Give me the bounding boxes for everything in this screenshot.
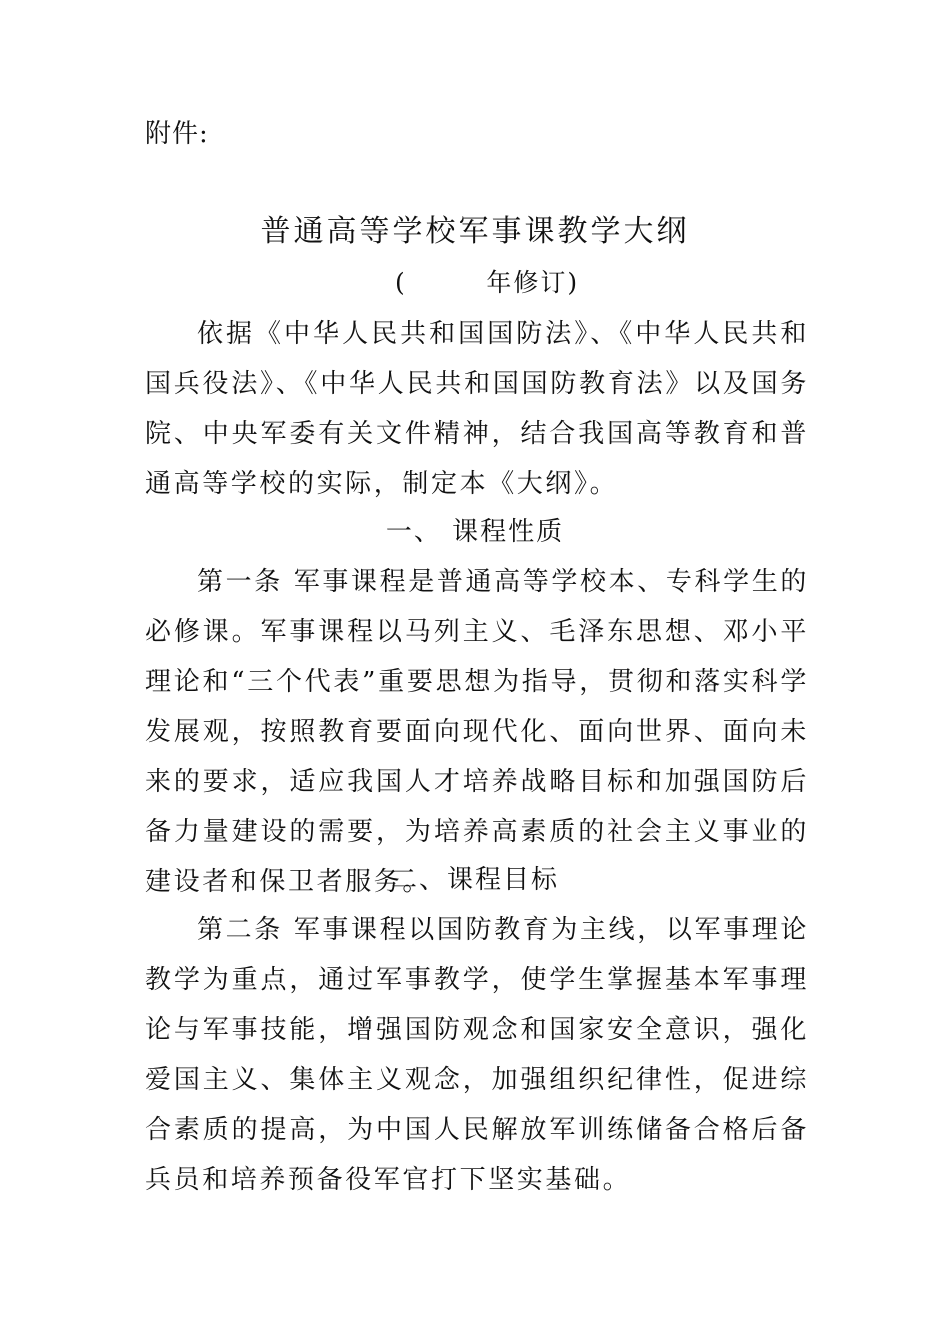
- preamble-paragraph: 依据《中华人民共和国国防法》、《中华人民共和国兵役法》、《中华人民共和国国防教育法》以及国务院、中央军委有关文件精神，结合我国高等教育和普通高等学校的实际，制定本《大纲》。: [145, 319, 809, 499]
- article-2-paragraph: 第二条 军事课程以国防教育为主线，以军事理论教学为重点，通过军事教学，使学生掌握基本军事理论与军事技能，增强国防观念和国家安全意识，强化爱国主义、集体主义观念，加强组织纪律性，促进综合素质的提高，为中国人民解放军训练储备合格后备兵员和培养预备役军官打下坚实基础。: [145, 915, 809, 1195]
- article-1-paragraph: 第一条 军事课程是普通高等学校本、专科学生的必修课。军事课程以马列主义、毛泽东思想、邓小平理论和“三个代表”重要思想为指导，贯彻和落实科学发展观，按照教育要面向现代化、面向世界、面向未来的要求，适应我国人才培养战略目标和加强国防后备力量建设的需要，为培养高素质的社会主义事业的建设者和保卫者服务。: [145, 567, 809, 897]
- document-title: 普通高等学校军事课教学大纲: [260, 214, 690, 249]
- section-heading-nature: 一、 课程性质: [385, 517, 565, 547]
- revision-note: ( 年修订): [395, 268, 580, 297]
- attachment-label: 附件:: [145, 119, 209, 149]
- section-heading-goals: 二、课程目标: [390, 865, 559, 895]
